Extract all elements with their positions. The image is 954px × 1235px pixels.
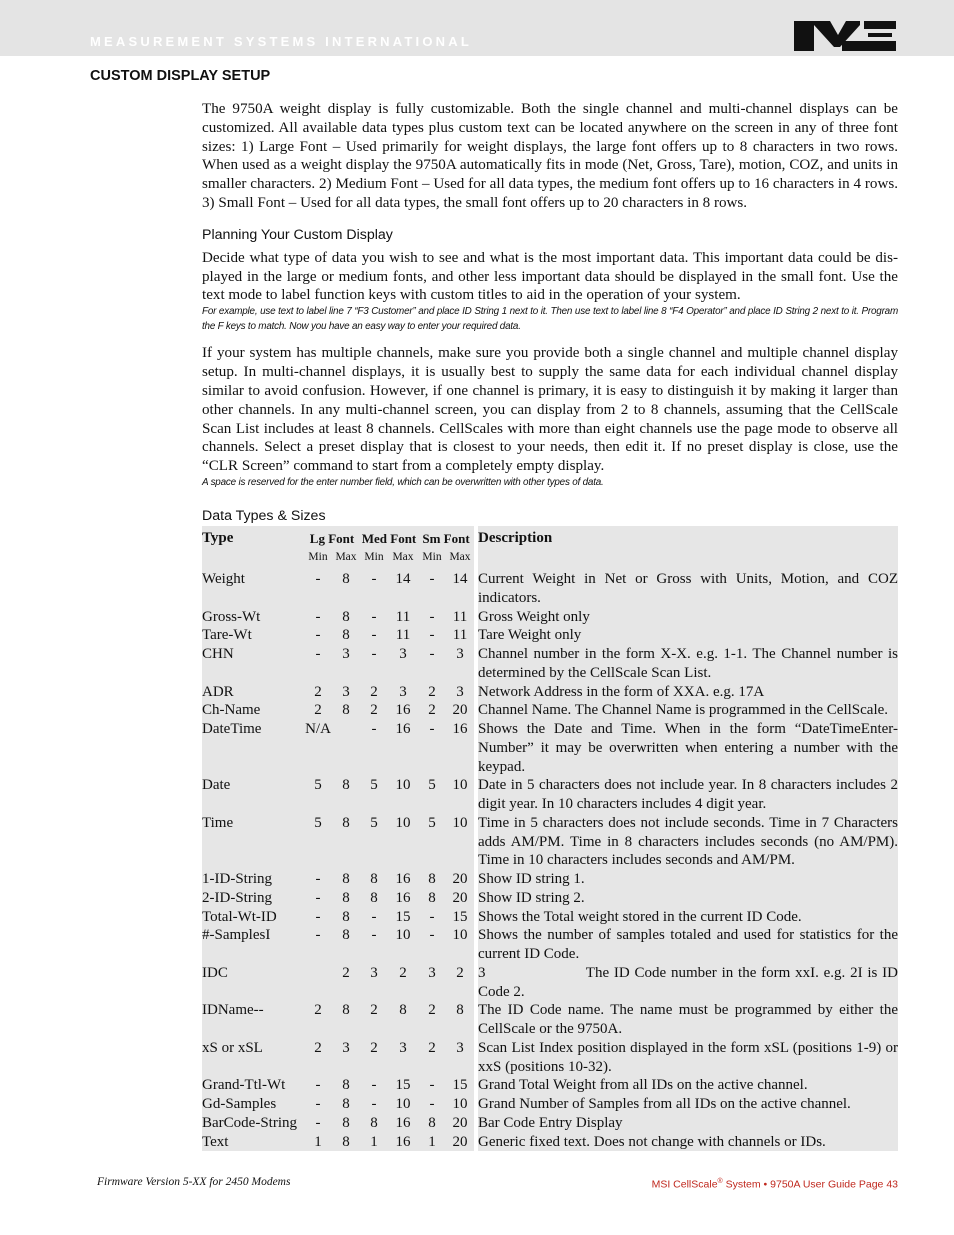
size-cell: 2 <box>418 1039 446 1077</box>
msi-logo <box>794 21 896 51</box>
col-desc-header: Description <box>478 526 898 568</box>
size-cell: 8 <box>332 1095 360 1114</box>
size-cell: - <box>418 926 446 964</box>
size-cell: - <box>418 626 446 645</box>
size-cell: 2 <box>360 1001 388 1039</box>
type-cell: Total-Wt-ID <box>202 908 304 927</box>
size-cell: 2 <box>360 683 388 702</box>
type-cell: #-SamplesI <box>202 926 304 964</box>
size-cell: 3 <box>388 1039 418 1077</box>
size-cell: - <box>304 908 332 927</box>
size-cell: - <box>304 608 332 627</box>
size-cell <box>332 720 360 776</box>
table-row <box>202 926 898 964</box>
size-cell: 20 <box>446 889 474 908</box>
description-cell: Channel number in the form X-X. e.g. 1-1. The Channel number is determined by the CellScale Scan List. <box>478 646 898 681</box>
size-cell: 10 <box>446 776 474 814</box>
intro-paragraph: The 9750A weight display is fully customizable. Both the single channel and multi-channel displays can be customized. All available data types plus custom text can be located anywhere on the screen in any of three font sizes: 1) Large Font – Used primarily for weight displays, the large font offers up to 8 characters in two rows. When used as a weight display the 9750A automatically fits in mode (Net, Gross, Tare), motion, COZ, and units in smaller characters. 2) Medium Font – Used for all data types, the medium font offers up to 16 characters in 4 rows. 3) Small Font – Used for all data types, the small font offers up to 20 characters in 8 rows. <box>202 101 898 211</box>
size-cell: - <box>360 720 388 776</box>
description-cell: Gross Weight only <box>478 608 898 627</box>
size-cell: - <box>418 1095 446 1114</box>
table-row <box>202 701 898 720</box>
table-row <box>202 1095 898 1114</box>
description-cell: Network Address in the form of XXA. e.g. 17A <box>478 683 898 702</box>
size-cell: 16 <box>446 720 474 776</box>
type-cell: Weight <box>202 567 304 608</box>
table-row <box>202 608 898 627</box>
size-cell: 5 <box>304 814 332 870</box>
size-cell: 8 <box>360 889 388 908</box>
type-cell: IDName-- <box>202 1001 304 1039</box>
size-cell: 8 <box>446 1001 474 1039</box>
size-cell: - <box>304 567 332 608</box>
description-cell: Bar Code Entry Display <box>478 1114 898 1133</box>
description-cell: Shows the Date and Time. When in the form “DateTimeEnter-Number” it may be overwritten when entering a number with the keypad. <box>478 721 898 775</box>
type-cell: CHN <box>202 645 304 683</box>
table-heading: Data Types & Sizes <box>202 507 326 524</box>
size-cell: 2 <box>304 701 332 720</box>
size-cell: - <box>418 720 446 776</box>
size-cell: 20 <box>446 1133 474 1152</box>
size-cell: 16 <box>388 701 418 720</box>
med-max-label: Max <box>388 548 418 567</box>
table-row <box>202 683 898 702</box>
size-cell: 8 <box>332 1001 360 1039</box>
table-row <box>202 870 898 889</box>
type-cell: Gross-Wt <box>202 608 304 627</box>
size-cell: 8 <box>332 926 360 964</box>
type-cell: Tare-Wt <box>202 626 304 645</box>
size-cell: 16 <box>388 1133 418 1152</box>
size-cell: 10 <box>388 1095 418 1114</box>
size-cell: 8 <box>332 608 360 627</box>
size-cell: 1 <box>304 1133 332 1152</box>
size-cell: 8 <box>360 870 388 889</box>
size-cell: 5 <box>360 814 388 870</box>
table-row <box>202 889 898 908</box>
size-cell: - <box>304 1076 332 1095</box>
description-cell: Grand Total Weight from all IDs on the active channel. <box>478 1076 898 1095</box>
type-cell: Date <box>202 776 304 814</box>
size-cell: 8 <box>332 908 360 927</box>
table-row <box>202 964 898 1002</box>
footer-guide-text: System • 9750A User Guide Page 43 <box>722 1178 898 1191</box>
table-row <box>202 1076 898 1095</box>
size-cell: 8 <box>332 701 360 720</box>
size-cell: - <box>360 608 388 627</box>
size-cell: - <box>360 1076 388 1095</box>
col-sm-header: Sm Font <box>418 526 474 549</box>
size-cell: 11 <box>446 608 474 627</box>
table-header-row <box>202 526 898 549</box>
size-cell: 5 <box>360 776 388 814</box>
size-cell <box>304 964 332 1002</box>
size-cell: 16 <box>388 720 418 776</box>
size-cell: - <box>304 1095 332 1114</box>
size-cell: 2 <box>304 1039 332 1077</box>
section-title: CUSTOM DISPLAY SETUP <box>90 68 271 84</box>
footer-firmware: Firmware Version 5-XX for 2450 Modems <box>97 1176 291 1188</box>
size-cell: 8 <box>332 1076 360 1095</box>
table-row <box>202 814 898 870</box>
size-cell: 3 <box>446 1039 474 1077</box>
size-cell: 5 <box>418 776 446 814</box>
size-cell: 10 <box>446 926 474 964</box>
type-cell: Gd-Samples <box>202 1095 304 1114</box>
size-cell: 3 <box>446 683 474 702</box>
size-cell: 10 <box>446 814 474 870</box>
size-cell: 2 <box>360 701 388 720</box>
size-cell: 11 <box>388 626 418 645</box>
size-cell: - <box>360 645 388 683</box>
size-cell: 15 <box>446 908 474 927</box>
size-cell: 14 <box>388 567 418 608</box>
size-cell: 2 <box>418 701 446 720</box>
size-cell: - <box>360 1095 388 1114</box>
size-cell: 8 <box>332 776 360 814</box>
type-cell: DateTime <box>202 720 304 776</box>
planning-paragraph-1: Decide what type of data you wish to see and what is the most important data. This important data could be dis-played in the large or medium fonts, and other less important data should be displayed in the small font. Use the text mode to label function keys with custom titles to aid in the operation of your system. <box>202 249 898 304</box>
lg-max-label: Max <box>332 548 360 567</box>
size-cell: 3 <box>332 683 360 702</box>
size-cell: 8 <box>332 1114 360 1133</box>
description-cell: Shows the Total weight stored in the current ID Code. <box>478 908 898 927</box>
size-cell: 2 <box>332 964 360 1002</box>
table-row <box>202 1114 898 1133</box>
description-cell: Channel Name. The Channel Name is programmed in the CellScale. <box>478 701 898 720</box>
description-cell: 3 The ID Code number in the form xxI. e.g. 2I is ID Code 2. <box>478 964 902 1000</box>
description-cell: Show ID string 2. <box>478 889 898 908</box>
description-cell: Time in 5 characters does not include seconds. Time in 7 Characters adds AM/PM. Time in 8 characters includes seconds (no AM/PM). Time in 10 characters includes seconds and AM/PM. <box>478 814 898 869</box>
size-cell: 2 <box>388 964 418 1002</box>
size-cell: 10 <box>446 1095 474 1114</box>
size-cell: 3 <box>360 964 388 1002</box>
size-cell: 8 <box>360 1114 388 1133</box>
type-cell: Text <box>202 1133 304 1152</box>
table-row <box>202 567 898 608</box>
size-cell: 15 <box>388 908 418 927</box>
size-cell: 1 <box>418 1133 446 1152</box>
size-cell: N/A <box>304 720 332 776</box>
size-cell: 8 <box>332 626 360 645</box>
size-cell: 8 <box>388 1001 418 1039</box>
sm-min-label: Min <box>418 548 446 567</box>
size-cell: - <box>304 626 332 645</box>
type-cell: BarCode-String <box>202 1114 304 1133</box>
company-name: MEASUREMENT SYSTEMS INTERNATIONAL <box>90 34 472 49</box>
size-cell: 11 <box>446 626 474 645</box>
size-cell: 16 <box>388 889 418 908</box>
size-cell: 8 <box>332 567 360 608</box>
size-cell: 10 <box>388 814 418 870</box>
size-cell: 3 <box>332 1039 360 1077</box>
planning-note-2: A space is reserved for the enter number field, which can be overwritten with other types of data. <box>202 476 604 488</box>
planning-paragraph-2: If your system has multiple channels, make sure you provide both a single channel and multiple channel display setup. In multi-channel displays, it is usually best to supply the same data for each individual channel display similar to avoid confusion. However, if one channel is primary, it is easy to distinguish it by making it larger than other channels. In any multi-channel screen, you can display from 2 to 8 channels, assuming that the CellScale Scan List includes at least 8 channels. CellScales with more than eight channels use the page mode to observe all channels. Select a preset display that is closest to your needs, then edit it. If no preset display is close, use the “CLR Screen” command to start from a completely empty display. <box>202 345 898 475</box>
table-row <box>202 776 898 814</box>
table-row <box>202 720 898 776</box>
size-cell: - <box>304 1114 332 1133</box>
size-cell: 2 <box>304 683 332 702</box>
size-cell: 2 <box>418 683 446 702</box>
description-cell: Show ID string 1. <box>478 870 898 889</box>
size-cell: 20 <box>446 870 474 889</box>
size-cell: - <box>418 567 446 608</box>
size-cell: - <box>418 645 446 683</box>
size-cell: 8 <box>418 889 446 908</box>
description-cell: Date in 5 characters does not include year. In 8 characters includes 2 digit year. In 10 characters includes 4 digit year. <box>478 777 898 813</box>
table-row <box>202 626 898 645</box>
registered-mark: ® <box>717 1178 723 1185</box>
table-row <box>202 908 898 927</box>
table-row <box>202 645 898 683</box>
type-cell: Ch-Name <box>202 701 304 720</box>
description-cell: Scan List Index position displayed in the form xSL (positions 1-9) or xxS (positions 10-32). <box>478 1039 898 1075</box>
size-cell: 3 <box>332 645 360 683</box>
description-cell: Grand Number of Samples from all IDs on the active channel. <box>478 1095 898 1114</box>
size-cell: 8 <box>418 870 446 889</box>
size-cell: 11 <box>388 608 418 627</box>
size-cell: - <box>360 908 388 927</box>
size-cell: 2 <box>418 1001 446 1039</box>
size-cell: 3 <box>388 645 418 683</box>
planning-note-1: For example, use text to label line 7 “F3 Customer” and place ID String 1 next to it. Then use text to label line 8 “F4 Operator” and place ID String 2 next to it. Program the F keys to match. Now you have an easy way to enter your required data. <box>202 306 898 332</box>
type-cell: 1-ID-String <box>202 870 304 889</box>
type-cell: Grand-Ttl-Wt <box>202 1076 304 1095</box>
type-cell: Time <box>202 814 304 870</box>
type-cell: 2-ID-String <box>202 889 304 908</box>
size-cell: 14 <box>446 567 474 608</box>
type-cell: IDC <box>202 964 304 1002</box>
document-body <box>202 100 902 1151</box>
table-row <box>202 1001 898 1039</box>
col-lg-header: Lg Font <box>304 526 360 549</box>
size-cell: 5 <box>418 814 446 870</box>
size-cell: 2 <box>304 1001 332 1039</box>
size-cell: - <box>418 608 446 627</box>
size-cell: - <box>304 889 332 908</box>
data-types-table <box>202 526 902 1152</box>
description-cell: The ID Code name. The name must be programmed by either the CellScale or the 9750A. <box>478 1002 898 1038</box>
size-cell: 10 <box>388 776 418 814</box>
size-cell: 16 <box>388 1114 418 1133</box>
size-cell: 5 <box>304 776 332 814</box>
col-type-header: Type <box>202 526 304 549</box>
description-cell: Generic fixed text. Does not change with channels or IDs. <box>478 1133 898 1152</box>
size-cell: 8 <box>332 870 360 889</box>
med-min-label: Min <box>360 548 388 567</box>
size-cell: 3 <box>446 645 474 683</box>
size-cell: 20 <box>446 1114 474 1133</box>
size-cell: 8 <box>418 1114 446 1133</box>
description-cell: Tare Weight only <box>478 626 898 645</box>
table-row <box>202 1039 898 1077</box>
size-cell: - <box>304 645 332 683</box>
size-cell: 2 <box>446 964 474 1002</box>
size-cell: - <box>360 926 388 964</box>
sm-max-label: Max <box>446 548 474 567</box>
size-cell: - <box>418 908 446 927</box>
size-cell: 8 <box>332 814 360 870</box>
size-cell: 15 <box>388 1076 418 1095</box>
size-cell: 8 <box>332 1133 360 1152</box>
footer-guide-page <box>652 1178 898 1191</box>
size-cell: 8 <box>332 889 360 908</box>
col-med-header: Med Font <box>360 526 418 549</box>
type-cell: xS or xSL <box>202 1039 304 1077</box>
size-cell: 10 <box>388 926 418 964</box>
planning-heading: Planning Your Custom Display <box>202 226 393 243</box>
size-cell: - <box>418 1076 446 1095</box>
size-cell: 3 <box>418 964 446 1002</box>
size-cell: 1 <box>360 1133 388 1152</box>
size-cell: 15 <box>446 1076 474 1095</box>
size-cell: - <box>360 626 388 645</box>
description-cell: Current Weight in Net or Gross with Units, Motion, and COZ indicators. <box>478 567 898 608</box>
size-cell: 2 <box>360 1039 388 1077</box>
size-cell: - <box>360 567 388 608</box>
size-cell: 16 <box>388 870 418 889</box>
size-cell: 3 <box>388 683 418 702</box>
table-row <box>202 1133 898 1152</box>
footer-product: MSI CellScale <box>651 1178 718 1191</box>
size-cell: - <box>304 926 332 964</box>
type-cell: ADR <box>202 683 304 702</box>
size-cell: - <box>304 870 332 889</box>
description-cell: Shows the number of samples totaled and used for statistics for the current ID Code. <box>478 927 898 963</box>
size-cell: 20 <box>446 701 474 720</box>
lg-min-label: Min <box>304 548 332 567</box>
